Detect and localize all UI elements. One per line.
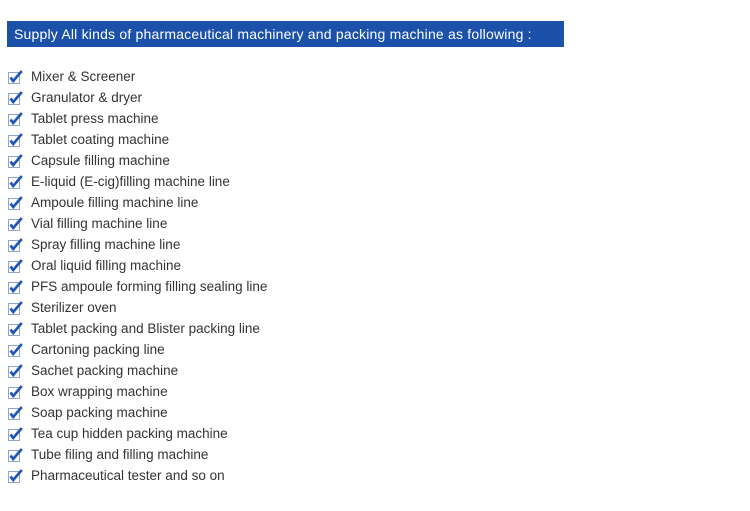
checked-checkbox-icon [8,217,23,231]
list-item [0,108,267,129]
checked-checkbox-icon [8,175,23,189]
header-bar [7,21,564,47]
list-item-label: Tablet packing and Blister packing line [31,321,260,336]
checked-checkbox-icon [8,280,23,294]
list-item-label: Cartoning packing line [31,342,165,357]
list-item-label: E-liquid (E-cig)filling machine line [31,174,230,189]
list-item-label: Capsule filling machine [31,153,170,168]
list-item [0,381,267,402]
checked-checkbox-icon [8,364,23,378]
list-item [0,339,267,360]
list-item [0,171,267,192]
list-item-label: Box wrapping machine [31,384,168,399]
checked-checkbox-icon [8,196,23,210]
list-item [0,297,267,318]
list-item [0,318,267,339]
list-item-label: Vial filling machine line [31,216,168,231]
list-item-label: Spray filling machine line [31,237,181,252]
list-item-label: Sterilizer oven [31,300,117,315]
checked-checkbox-icon [8,385,23,399]
machine-list [0,66,267,486]
checked-checkbox-icon [8,469,23,483]
list-item [0,402,267,423]
list-item [0,444,267,465]
list-item [0,213,267,234]
list-item [0,255,267,276]
list-item-label: Tablet press machine [31,111,159,126]
list-item [0,423,267,444]
checked-checkbox-icon [8,427,23,441]
checked-checkbox-icon [8,301,23,315]
checked-checkbox-icon [8,112,23,126]
list-item [0,129,267,150]
list-item-label: Tube filing and filling machine [31,447,209,462]
list-item [0,360,267,381]
checked-checkbox-icon [8,70,23,84]
list-item-label: Sachet packing machine [31,363,179,378]
checked-checkbox-icon [8,238,23,252]
checked-checkbox-icon [8,154,23,168]
list-item-label: Granulator & dryer [31,90,143,105]
list-item-label: Mixer & Screener [31,69,136,84]
list-item-label: Oral liquid filling machine [31,258,182,273]
list-item-label: PFS ampoule forming filling sealing line [31,279,268,294]
list-item-label: Tea cup hidden packing machine [31,426,228,441]
list-item [0,192,267,213]
checked-checkbox-icon [8,448,23,462]
list-item [0,276,267,297]
checked-checkbox-icon [8,343,23,357]
checked-checkbox-icon [8,406,23,420]
list-item [0,66,267,87]
checked-checkbox-icon [8,322,23,336]
checked-checkbox-icon [8,133,23,147]
header-title: Supply All kinds of pharmaceutical machinery and packing machine as following : [14,26,532,42]
checked-checkbox-icon [8,259,23,273]
list-item-label: Pharmaceutical tester and so on [31,468,225,483]
list-item [0,465,267,486]
list-item [0,150,267,171]
checked-checkbox-icon [8,91,23,105]
list-item-label: Ampoule filling machine line [31,195,199,210]
list-item-label: Tablet coating machine [31,132,170,147]
list-item [0,87,267,108]
list-item-label: Soap packing machine [31,405,168,420]
list-item [0,234,267,255]
